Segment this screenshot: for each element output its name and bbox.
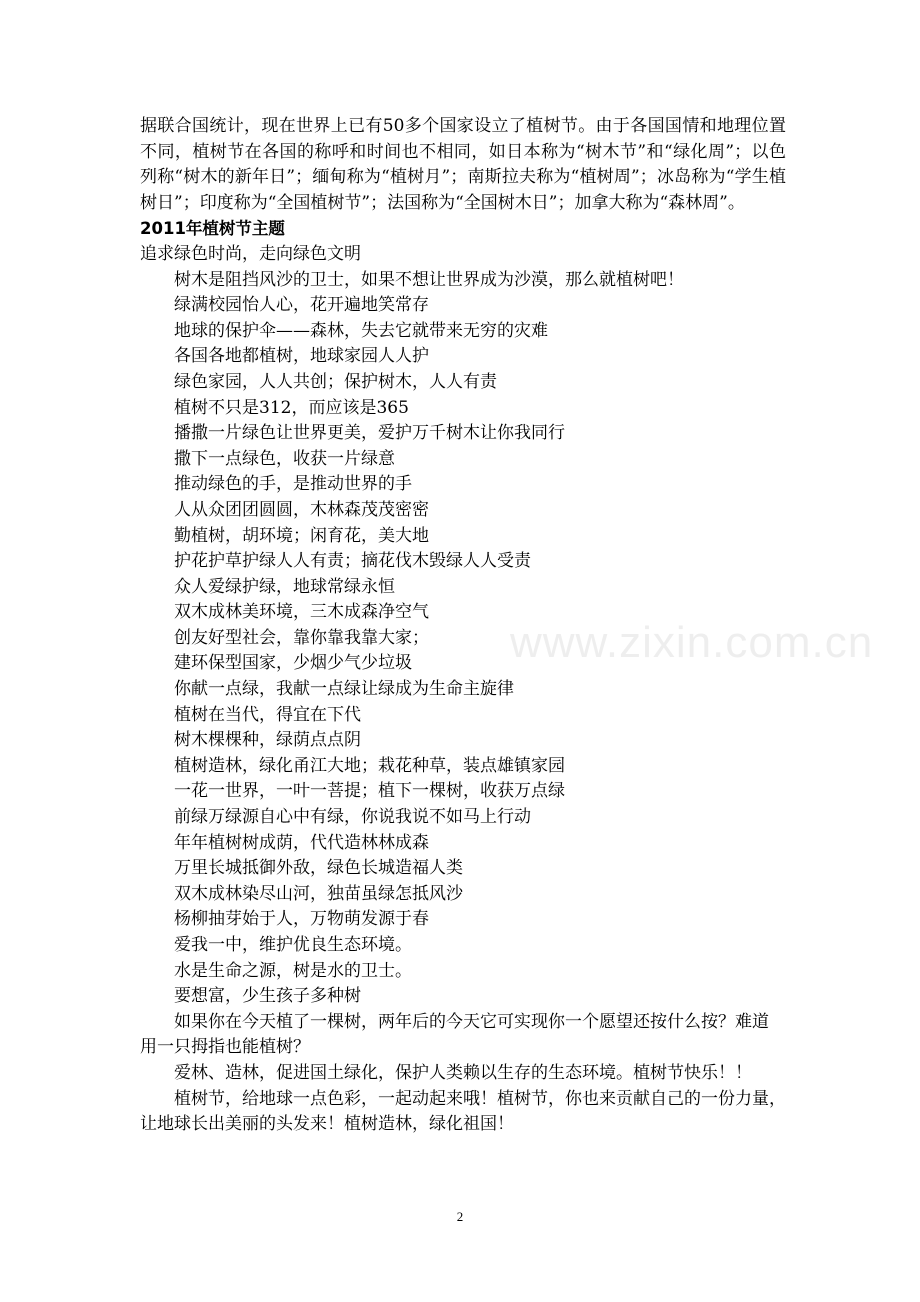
slogan-item: 绿色家园，人人共创；保护树木，人人有责 (174, 371, 497, 392)
slogan-item: 要想富，少生孩子多种树 (174, 986, 361, 1007)
slogan-item: 树木棵棵种，绿荫点点阴 (174, 730, 361, 751)
slogan-item: 绿满校园怡人心，花开遍地笑常存 (174, 295, 429, 316)
slogan-item: 人从众团团圆圆，木林森茂茂密密 (174, 499, 429, 520)
slogan-item: 树木是阻挡风沙的卫士，如果不想让世界成为沙漠，那么就植树吧！ (174, 269, 684, 290)
long-paragraph: 植树节，给地球一点色彩，一起动起来哦！植树节，你也来贡献自己的一份力量，让地球长出美丽的头发来！植树造林，绿化祖国！ (140, 1088, 786, 1135)
slogan-item: 创友好型社会，靠你靠我靠大家； (174, 627, 429, 648)
slogan-item: 双木成林美环境，三木成森净空气 (174, 602, 429, 623)
slogan-item: 各国各地都植树，地球家园人人护 (174, 346, 429, 367)
watermark: www.zixin.com.cn (510, 618, 874, 667)
slogan-item: 植树造林，绿化甬江大地；栽花种草，装点雄镇家园 (174, 755, 565, 776)
slogan-item: 万里长城抵御外敌，绿色长城造福人类 (174, 858, 463, 879)
slogan-item: 地球的保护伞——森林，失去它就带来无穷的灾难 (174, 320, 548, 341)
slogan-item: 前绿万绿源自心中有绿，你说我说不如马上行动 (174, 807, 531, 828)
long-paragraph: 爱林、造林，促进国土绿化，保护人类赖以生存的生态环境。植树节快乐！！ (174, 1062, 752, 1083)
section-heading: 2011年植树节主题 (140, 219, 285, 239)
slogan-item: 众人爱绿护绿，地球常绿永恒 (174, 576, 395, 597)
page-number: 2 (456, 1209, 464, 1224)
slogan-item: 建环保型国家，少烟少气少垃圾 (174, 653, 412, 674)
slogan-item: 勤植树，胡环境；闲育花，美大地 (174, 525, 429, 546)
long-paragraph: 如果你在今天植了一棵树，两年后的今天它可实现你一个愿望还按什么按？难道用一只拇指也能植树？ (140, 1011, 769, 1058)
slogan-item: 一花一世界，一叶一菩提；植下一棵树，收获万点绿 (174, 781, 565, 802)
slogan-item: 植树在当代，得宜在下代 (174, 704, 361, 725)
slogan-item: 爱我一中，维护优良生态环境。 (174, 935, 412, 955)
slogan-item: 你献一点绿，我献一点绿让绿成为生命主旋律 (174, 679, 514, 700)
slogan-item: 植树不只是312，而应该是365 (174, 397, 409, 418)
slogan-item: 水是生命之源，树是水的卫士。 (174, 960, 412, 981)
slogan-item: 推动绿色的手，是推动世界的手 (174, 474, 412, 495)
intro-paragraph: 据联合国统计，现在世界上已有50多个国家设立了植树节。由于各国国情和地理位置不同，植树节在各国的称呼和时间也不相同，如日本称为“树木节”和“绿化周”；以色列称“树木的新年日”；缅甸称为“植树月”；南斯拉夫称为“植树周”；冰岛称为“学生植树日”；印度称为“全国植树节”；法国称为“全国树木日”；加拿大称为“森林周”。 (140, 116, 786, 213)
slogan-item: 杨柳抽芽始于人，万物萌发源于春 (174, 909, 429, 930)
theme-line: 追求绿色时尚，走向绿色文明 (140, 243, 361, 264)
slogan-item: 护花护草护绿人人有责；摘花伐木毁绿人人受责 (174, 551, 531, 572)
slogan-item: 年年植树树成荫，代代造林林成森 (174, 832, 429, 853)
slogan-item: 播撒一片绿色让世界更美，爱护万千树木让你我同行 (174, 423, 565, 444)
slogan-item: 撒下一点绿色，收获一片绿意 (174, 448, 395, 469)
slogan-item: 双木成林染尽山河，独苗虽绿怎抵风沙 (174, 883, 463, 904)
